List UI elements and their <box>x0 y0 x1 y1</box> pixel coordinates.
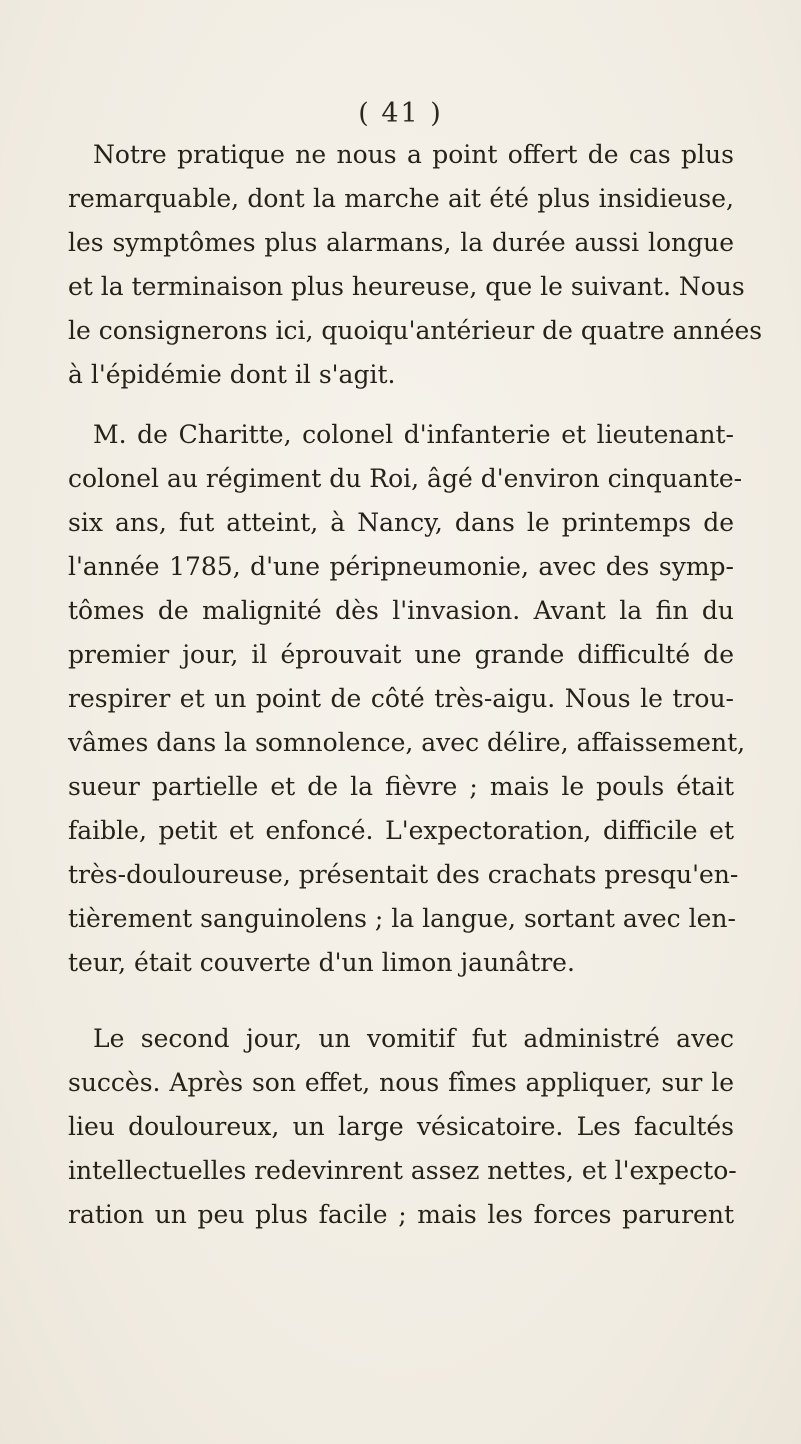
text-line: tômes de malignité dès l'invasion. Avant la fin du <box>68 596 734 625</box>
text-line: tièrement sanguinolens ; la langue, sortant avec len- <box>68 904 736 933</box>
text-line: à l'épidémie dont il s'agit. <box>68 360 396 389</box>
text-line: M. de Charitte, colonel d'infanterie et lieutenant- <box>93 420 734 449</box>
text-line: faible, petit et enfoncé. L'expectoration, difficile et <box>68 816 734 845</box>
text-line: lieu douloureux, un large vésicatoire. Les facultés <box>68 1112 734 1141</box>
text-line: succès. Après son effet, nous fîmes appliquer, sur le <box>68 1068 734 1097</box>
text-line: respirer et un point de côté très-aigu. Nous le trou- <box>68 684 734 713</box>
text-line: Notre pratique ne nous a point offert de cas plus <box>93 140 734 169</box>
text-line: intellectuelles redevinrent assez nettes, et l'expecto- <box>68 1156 737 1185</box>
text-line: l'année 1785, d'une péripneumonie, avec des symp- <box>68 552 734 581</box>
text-line: les symptômes plus alarmans, la durée aussi longue <box>68 228 734 257</box>
page-number: ( 41 ) <box>358 98 443 129</box>
text-line: colonel au régiment du Roi, âgé d'environ cinquante- <box>68 464 743 493</box>
text-line: très-douloureuse, présentait des crachats presqu'en- <box>68 860 739 889</box>
text-line: premier jour, il éprouvait une grande difficulté de <box>68 640 734 669</box>
text-line: Le second jour, un vomitif fut administré avec <box>93 1024 734 1053</box>
text-line: le consignerons ici, quoiqu'antérieur de quatre années <box>68 316 763 345</box>
text-line: sueur partielle et de la fièvre ; mais le pouls était <box>68 772 734 801</box>
text-line: remarquable, dont la marche ait été plus insidieuse, <box>68 184 734 213</box>
text-line: vâmes dans la somnolence, avec délire, affaissement, <box>68 728 746 757</box>
text-line: teur, était couverte d'un limon jaunâtre. <box>68 948 575 977</box>
text-line: ration un peu plus facile ; mais les forces parurent <box>68 1200 734 1229</box>
text-line: six ans, fut atteint, à Nancy, dans le printemps de <box>68 508 734 537</box>
text-line: et la terminaison plus heureuse, que le suivant. Nous <box>68 272 745 301</box>
